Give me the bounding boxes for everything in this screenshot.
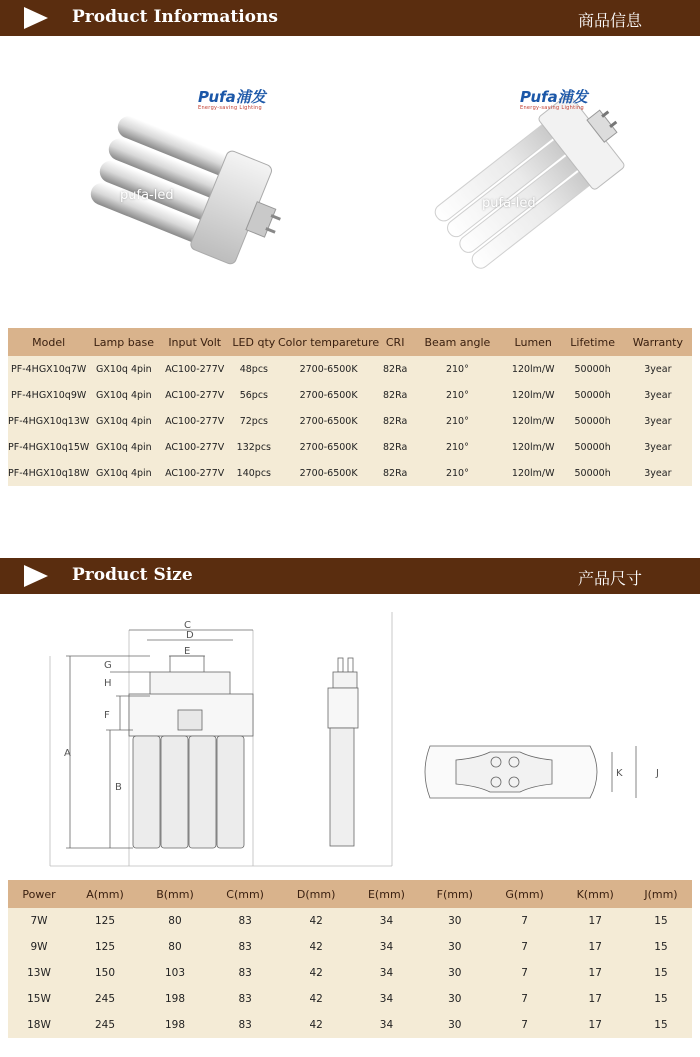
size-cell: 9W	[8, 934, 70, 960]
size-cell: 42	[280, 986, 352, 1012]
spec-cell: PF-4HGX10q18W	[8, 460, 89, 486]
spec-cell: GX10q 4pin	[89, 460, 158, 486]
spec-cell: PF-4HGX10q7W	[8, 356, 89, 382]
size-header-cell: K(mm)	[561, 880, 630, 908]
size-header-cell: Power	[8, 880, 70, 908]
spec-cell: 120lm/W	[505, 408, 562, 434]
size-cell: 34	[352, 960, 421, 986]
spec-cell: 50000h	[562, 434, 624, 460]
spec-cell: 120lm/W	[505, 382, 562, 408]
size-cell: 30	[421, 960, 489, 986]
spec-cell: 48pcs	[231, 356, 277, 382]
section-title: Product Size	[72, 565, 193, 585]
spec-cell: 3year	[624, 408, 692, 434]
dimension-label-h: H	[104, 678, 112, 689]
spec-cell: AC100-277V	[158, 408, 231, 434]
size-header-cell: B(mm)	[140, 880, 210, 908]
spec-cell: 210°	[410, 382, 505, 408]
table-row	[8, 382, 692, 408]
spec-cell: 82Ra	[380, 382, 409, 408]
spec-header-cell: LED qty	[231, 328, 277, 356]
section-title: Product Informations	[72, 7, 278, 27]
play-arrow-icon	[24, 7, 48, 29]
size-header-cell: A(mm)	[70, 880, 140, 908]
spec-table-header-row	[8, 328, 692, 356]
table-row	[8, 960, 692, 986]
spec-cell: PF-4HGX10q13W	[8, 408, 89, 434]
size-cell: 15	[630, 986, 692, 1012]
size-cell: 7	[489, 986, 561, 1012]
size-cell: 30	[421, 1012, 489, 1038]
size-cell: 83	[210, 960, 280, 986]
size-cell: 15W	[8, 986, 70, 1012]
size-cell: 17	[561, 934, 630, 960]
size-cell: 13W	[8, 960, 70, 986]
spec-cell: 2700-6500K	[277, 382, 381, 408]
size-cell: 245	[70, 1012, 140, 1038]
play-arrow-icon	[24, 565, 48, 587]
size-cell: 150	[70, 960, 140, 986]
spec-cell: 120lm/W	[505, 434, 562, 460]
section-banner-size	[0, 558, 700, 594]
size-cell: 83	[210, 934, 280, 960]
spec-cell: 3year	[624, 460, 692, 486]
spec-cell: 2700-6500K	[277, 460, 381, 486]
spec-cell: 210°	[410, 460, 505, 486]
spec-cell: AC100-277V	[158, 434, 231, 460]
spec-cell: 210°	[410, 434, 505, 460]
table-row	[8, 986, 692, 1012]
watermark-text: pufa-led	[482, 196, 536, 211]
size-cell: 30	[421, 934, 489, 960]
dimension-label-g: G	[104, 660, 112, 671]
size-cell: 42	[280, 934, 352, 960]
size-cell: 17	[561, 908, 630, 934]
spec-cell: 132pcs	[231, 434, 277, 460]
size-cell: 7	[489, 1012, 561, 1038]
size-cell: 15	[630, 934, 692, 960]
size-cell: 83	[210, 986, 280, 1012]
table-row	[8, 356, 692, 382]
size-table-header-row	[8, 880, 692, 908]
spec-cell: 50000h	[562, 408, 624, 434]
size-header-cell: D(mm)	[280, 880, 352, 908]
product-photo-2	[410, 80, 650, 280]
spec-header-cell: Lamp base	[89, 328, 158, 356]
spec-header-cell: CRI	[380, 328, 409, 356]
spec-cell: AC100-277V	[158, 460, 231, 486]
spec-cell: 72pcs	[231, 408, 277, 434]
size-cell: 15	[630, 1012, 692, 1038]
brand-logo: Pufa浦发 Energy-saving Lighting	[520, 88, 588, 111]
size-cell: 7W	[8, 908, 70, 934]
size-cell: 83	[210, 1012, 280, 1038]
spec-cell: 50000h	[562, 382, 624, 408]
spec-cell: PF-4HGX10q9W	[8, 382, 89, 408]
dimension-label-c: C	[184, 620, 191, 631]
spec-cell: 3year	[624, 434, 692, 460]
size-cell: 30	[421, 986, 489, 1012]
spec-cell: 2700-6500K	[277, 408, 381, 434]
dimension-label-k: K	[616, 768, 623, 779]
spec-cell: 82Ra	[380, 408, 409, 434]
size-cell: 103	[140, 960, 210, 986]
watermark-text: pufa-led	[120, 188, 174, 203]
spec-cell: 2700-6500K	[277, 434, 381, 460]
size-cell: 34	[352, 908, 421, 934]
size-cell: 15	[630, 960, 692, 986]
dimension-label-e: E	[184, 646, 191, 657]
dimension-label-b: B	[115, 782, 122, 793]
section-title-cn: 商品信息	[577, 11, 642, 30]
section-title-cn: 产品尺寸	[577, 569, 642, 588]
spec-cell: 2700-6500K	[277, 356, 381, 382]
dimension-label-j: J	[656, 768, 659, 779]
spec-cell: 210°	[410, 356, 505, 382]
spec-table	[8, 328, 692, 486]
size-cell: 7	[489, 934, 561, 960]
section-banner-info	[0, 0, 700, 36]
spec-cell: 3year	[624, 356, 692, 382]
dimension-label-f: F	[104, 710, 110, 721]
spec-header-cell: Beam angle	[410, 328, 505, 356]
size-cell: 83	[210, 908, 280, 934]
table-row	[8, 934, 692, 960]
table-row	[8, 408, 692, 434]
spec-cell: 120lm/W	[505, 356, 562, 382]
size-cell: 198	[140, 986, 210, 1012]
size-cell: 18W	[8, 1012, 70, 1038]
spec-cell: 3year	[624, 382, 692, 408]
spec-cell: 82Ra	[380, 434, 409, 460]
size-cell: 125	[70, 908, 140, 934]
table-row	[8, 1012, 692, 1038]
product-photo-1	[60, 80, 300, 280]
size-header-cell: F(mm)	[421, 880, 489, 908]
spec-cell: 210°	[410, 408, 505, 434]
dimension-label-a: A	[64, 748, 71, 759]
spec-header-cell: Model	[8, 328, 89, 356]
size-cell: 17	[561, 986, 630, 1012]
table-row	[8, 434, 692, 460]
table-row	[8, 908, 692, 934]
spec-header-cell: Color tempareture	[277, 328, 381, 356]
spec-cell: 140pcs	[231, 460, 277, 486]
size-cell: 34	[352, 986, 421, 1012]
spec-cell: GX10q 4pin	[89, 408, 158, 434]
dimension-label-d: D	[186, 630, 194, 641]
spec-header-cell: Lumen	[505, 328, 562, 356]
size-cell: 34	[352, 1012, 421, 1038]
size-cell: 245	[70, 986, 140, 1012]
size-cell: 80	[140, 908, 210, 934]
size-cell: 80	[140, 934, 210, 960]
table-row	[8, 460, 692, 486]
spec-cell: 82Ra	[380, 356, 409, 382]
spec-cell: 50000h	[562, 356, 624, 382]
spec-cell: 50000h	[562, 460, 624, 486]
size-cell: 15	[630, 908, 692, 934]
size-header-cell: J(mm)	[630, 880, 692, 908]
spec-cell: AC100-277V	[158, 382, 231, 408]
spec-cell: 82Ra	[380, 460, 409, 486]
dimension-drawing-svg	[0, 600, 700, 872]
spec-header-cell: Warranty	[624, 328, 692, 356]
brand-logo: Pufa浦发 Energy-saving Lighting	[198, 88, 266, 111]
spec-cell: GX10q 4pin	[89, 434, 158, 460]
size-cell: 7	[489, 960, 561, 986]
size-cell: 42	[280, 908, 352, 934]
spec-cell: 56pcs	[231, 382, 277, 408]
size-cell: 30	[421, 908, 489, 934]
size-cell: 17	[561, 960, 630, 986]
size-cell: 125	[70, 934, 140, 960]
spec-cell: GX10q 4pin	[89, 382, 158, 408]
size-cell: 17	[561, 1012, 630, 1038]
dimension-drawing	[0, 600, 700, 872]
size-cell: 42	[280, 960, 352, 986]
size-cell: 198	[140, 1012, 210, 1038]
size-header-cell: C(mm)	[210, 880, 280, 908]
size-table	[8, 880, 692, 1038]
spec-cell: 120lm/W	[505, 460, 562, 486]
size-cell: 34	[352, 934, 421, 960]
spec-header-cell: Input Volt	[158, 328, 231, 356]
size-header-cell: G(mm)	[489, 880, 561, 908]
spec-cell: PF-4HGX10q15W	[8, 434, 89, 460]
spec-cell: GX10q 4pin	[89, 356, 158, 382]
size-header-cell: E(mm)	[352, 880, 421, 908]
spec-header-cell: Lifetime	[562, 328, 624, 356]
spec-cell: AC100-277V	[158, 356, 231, 382]
size-cell: 42	[280, 1012, 352, 1038]
size-cell: 7	[489, 908, 561, 934]
